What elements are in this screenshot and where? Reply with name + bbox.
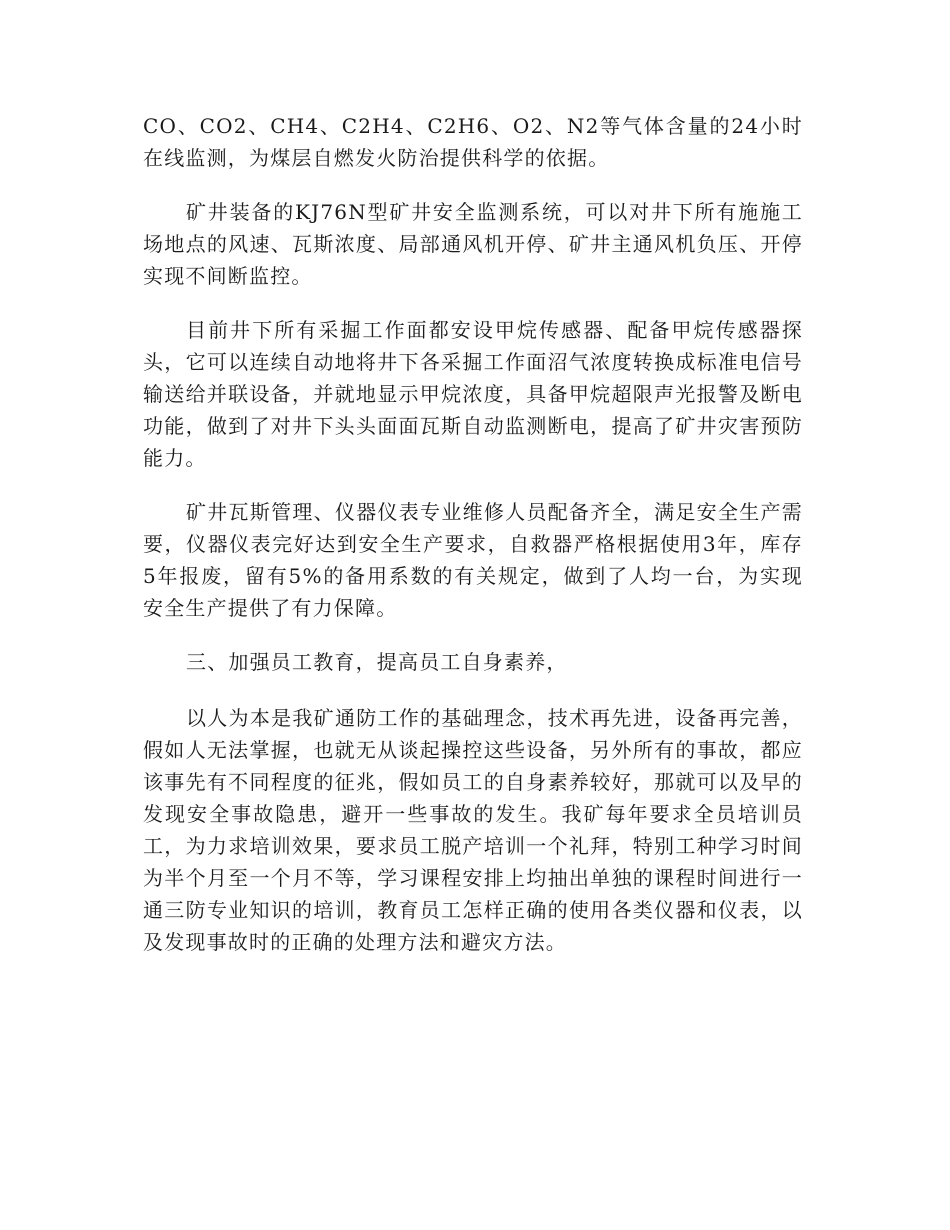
paragraph-maintenance-staff: 矿井瓦斯管理、仪器仪表专业维修人员配备齐全，满足安全生产需要，仪器仪表完好达到安全生产要求，自救器严格根据使用3年，库存5年报废，留有5%的备用系数的有关规定，做到了人均一台，为实现安全生产提供了有力保障。: [143, 500, 803, 620]
paragraph-gas-monitoring: CO、CO2、CH4、C2H4、C2H6、O2、N2等气体含量的24小时在线监测，为煤层自燃发火防治提供科学的依据。: [143, 114, 803, 170]
section-heading-employee-education: 三、加强员工教育，提高员工自身素养，: [186, 650, 568, 674]
paragraph-kj76n-system: 矿井装备的KJ76N型矿井安全监测系统，可以对井下所有施施工场地点的风速、瓦斯浓度、局部通风机开停、矿井主通风机负压、开停实现不间断监控。: [143, 200, 803, 288]
document-page: [143, 110, 803, 980]
paragraph-training: 以人为本是我矿通防工作的基础理念，技术再先进，设备再完善，假如人无法掌握，也就无从谈起操控这些设备，另外所有的事故，都应该事先有不同程度的征兆，假如员工的自身素养较好，那就可以及早的发现安全事故隐患，避开一些事故的发生。我矿每年要求全员培训员工，为力求培训效果，要求员工脱产培训一个礼拜，特别工种学习时间为半个月至一个月不等，学习课程安排上均抽出单独的课程时间进行一通三防专业知识的培训，教育员工怎样正确的使用各类仪器和仪表，以及发现事故时的正确的处理方法和避灾方法。: [143, 706, 803, 954]
paragraph-methane-sensors: 目前井下所有采掘工作面都安设甲烷传感器、配备甲烷传感器探头，它可以连续自动地将井下各采掘工作面沼气浓度转换成标准电信号输送给并联设备，并就地显示甲烷浓度，具备甲烷超限声光报警及断电功能，做到了对井下头头面面瓦斯自动监测断电，提高了矿井灾害预防能力。: [143, 318, 803, 470]
